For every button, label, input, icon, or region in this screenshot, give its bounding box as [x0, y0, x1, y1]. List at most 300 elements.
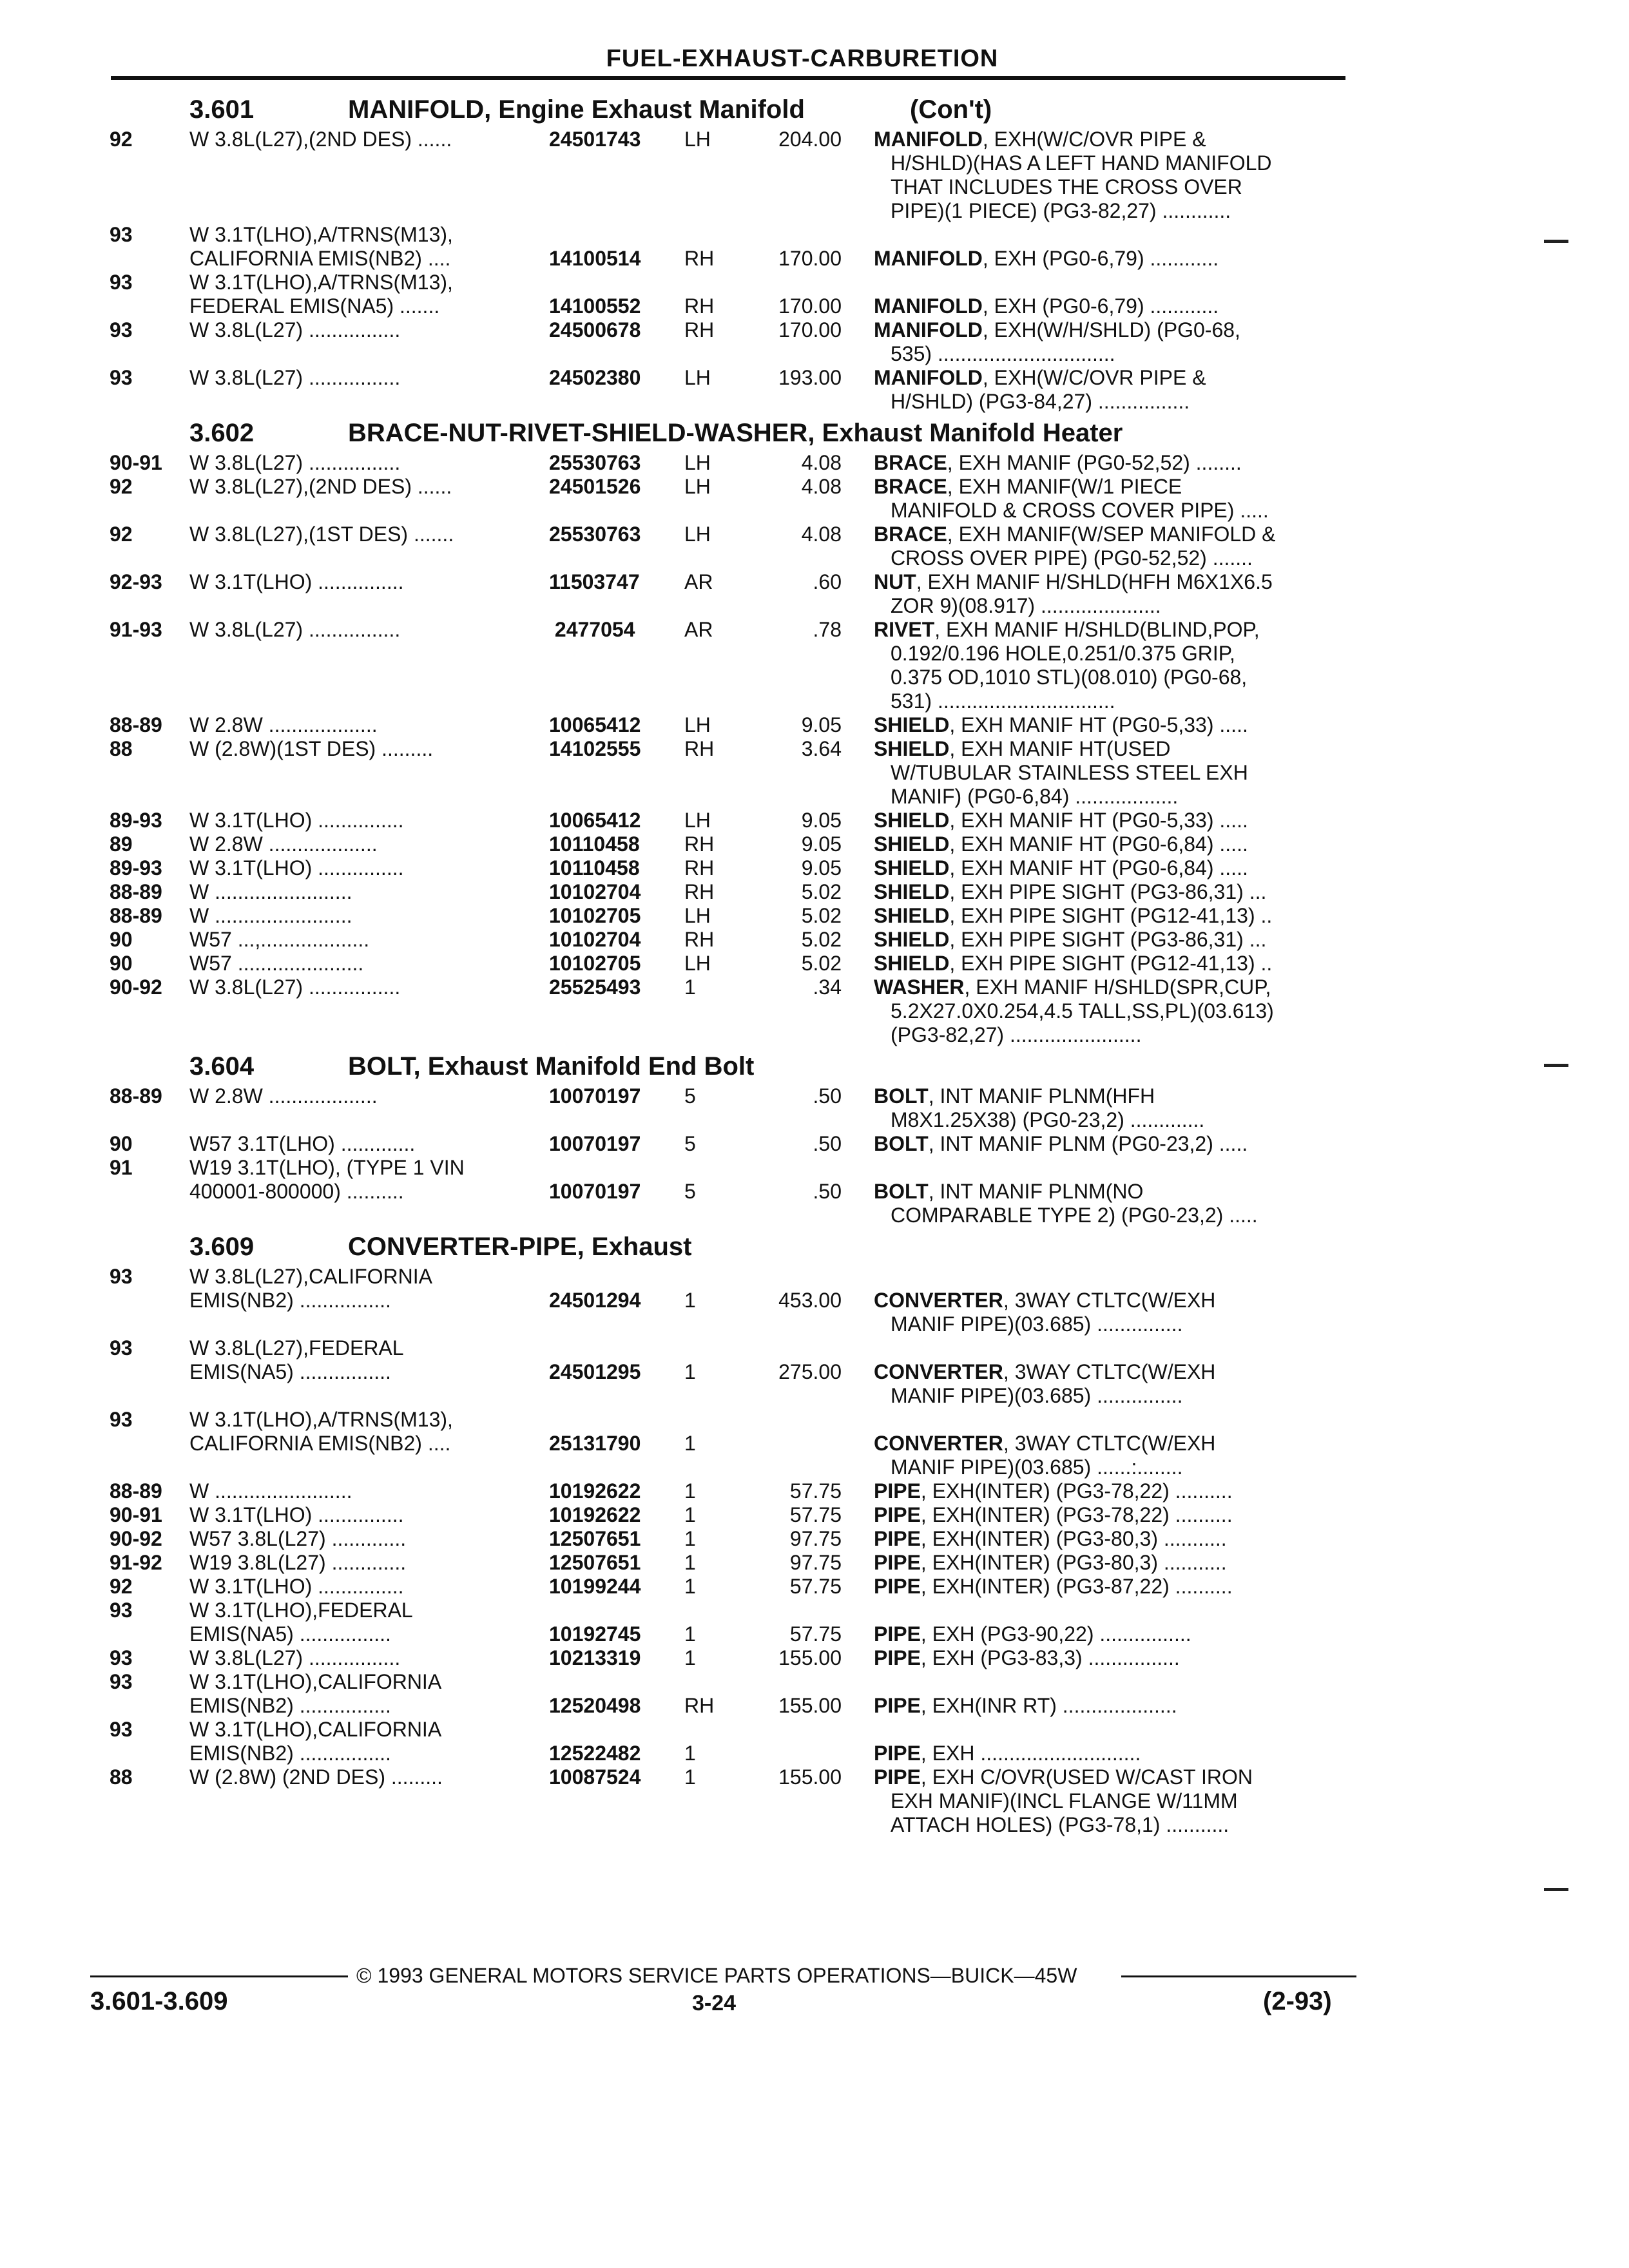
price: 9.05	[801, 856, 842, 879]
quantity: RH	[684, 1694, 715, 1717]
model-year: 92	[110, 475, 133, 498]
description-noun: BOLT	[874, 1132, 929, 1155]
description-text: , EXH MANIF(W/SEP MANIFOLD &	[947, 523, 1276, 546]
application: 400001-800000) ..........	[189, 1180, 404, 1203]
description-text: , EXH PIPE SIGHT (PG12-41,13) ..	[949, 952, 1273, 975]
description-noun: SHIELD	[874, 880, 950, 903]
part-number: 14100552	[549, 294, 641, 318]
part-number: 10102705	[549, 904, 641, 927]
part-number: 10199244	[549, 1575, 641, 1598]
description	[874, 247, 1219, 271]
description-continued: MANIFOLD & CROSS COVER PIPE) .....	[891, 499, 1269, 522]
part-number: 10070197	[549, 1180, 641, 1203]
part-entry	[0, 271, 1629, 318]
price: .50	[813, 1132, 842, 1155]
footer-date: (2-93)	[1263, 1987, 1332, 2015]
description-text: , EXH(INTER) (PG3-80,3) ...........	[920, 1551, 1227, 1574]
margin-tick	[1544, 1888, 1568, 1891]
section-number: 3.609	[189, 1233, 255, 1261]
part-number: 10213319	[549, 1646, 641, 1669]
application: W 3.1T(LHO),A/TRNS(M13),	[189, 271, 453, 294]
part-entry	[0, 1670, 1629, 1718]
model-year: 93	[110, 271, 133, 294]
model-year: 91	[110, 1156, 133, 1179]
description-noun: SHIELD	[874, 737, 950, 760]
price: 57.75	[789, 1479, 842, 1503]
part-number: 25525493	[549, 975, 641, 999]
price: 57.75	[789, 1575, 842, 1598]
footer-rule-right	[1121, 1975, 1356, 1977]
price: 5.02	[801, 880, 842, 903]
part-number: 10102705	[549, 952, 641, 975]
parts-listing	[0, 90, 1629, 1837]
section-name: MANIFOLD, Engine Exhaust Manifold	[348, 95, 805, 124]
part-number: 25530763	[549, 451, 641, 474]
quantity: 1	[684, 1622, 696, 1646]
price: 4.08	[801, 451, 842, 474]
description-continued: 535) ...............................	[891, 342, 1115, 365]
model-year: 90-91	[110, 1503, 162, 1526]
model-year: 90	[110, 1132, 133, 1155]
part-entry	[0, 1479, 1629, 1503]
section-title	[0, 414, 1629, 451]
quantity: 1	[684, 1742, 696, 1765]
quantity: 1	[684, 1479, 696, 1503]
description-text: , EXH PIPE SIGHT (PG12-41,13) ..	[949, 904, 1273, 927]
model-year: 90-92	[110, 1527, 162, 1550]
description	[874, 1289, 1215, 1312]
margin-tick	[1544, 240, 1568, 243]
model-year: 92	[110, 523, 133, 546]
part-number: 2477054	[549, 618, 635, 641]
application: EMIS(NA5) ................	[189, 1622, 391, 1646]
quantity: AR	[684, 618, 713, 641]
model-year: 90-91	[110, 451, 162, 474]
model-year: 89-93	[110, 809, 162, 832]
section-name: CONVERTER-PIPE, Exhaust	[348, 1233, 692, 1261]
model-year: 88	[110, 737, 133, 760]
description-noun: PIPE	[874, 1622, 921, 1646]
description	[874, 1360, 1215, 1384]
price: 4.08	[801, 523, 842, 546]
description-text: , EXH MANIF (PG0-52,52) ........	[947, 451, 1242, 474]
description-text: , INT MANIF PLNM (PG0-23,2) .....	[928, 1132, 1248, 1155]
quantity: AR	[684, 570, 713, 593]
application: W 3.8L(L27) ................	[189, 366, 401, 389]
description	[874, 1575, 1233, 1599]
description	[874, 618, 1260, 642]
part-number: 14100514	[549, 247, 641, 270]
part-number: 25530763	[549, 523, 641, 546]
part-number: 10110458	[549, 856, 640, 879]
description-text: , EXH (PG3-83,3) ................	[920, 1646, 1180, 1669]
model-year: 89	[110, 832, 133, 856]
model-year: 93	[110, 318, 133, 341]
model-year: 93	[110, 1265, 133, 1288]
part-entry	[0, 618, 1629, 713]
part-number: 24500678	[549, 318, 641, 341]
description	[874, 451, 1242, 475]
part-number: 10192745	[549, 1622, 641, 1646]
description-text: , EXH C/OVR(USED W/CAST IRON	[920, 1765, 1253, 1789]
price: .60	[813, 570, 842, 593]
quantity: LH	[684, 523, 711, 546]
model-year: 92	[110, 128, 133, 151]
footer-copyright: © 1993 GENERAL MOTORS SERVICE PARTS OPERATIONS—BUICK—45W	[356, 1964, 1077, 1987]
quantity: 5	[684, 1180, 696, 1203]
description	[874, 1694, 1177, 1718]
application: W 3.8L(L27),(2ND DES) ......	[189, 128, 452, 151]
description-noun: BRACE	[874, 523, 947, 546]
quantity: 1	[684, 1527, 696, 1550]
quantity: LH	[684, 713, 711, 736]
part-entry	[0, 1265, 1629, 1336]
description	[874, 1132, 1248, 1156]
quantity: LH	[684, 475, 711, 498]
application: W 3.8L(L27) ................	[189, 451, 401, 474]
part-entry	[0, 713, 1629, 737]
part-number: 10192622	[549, 1479, 641, 1503]
price: 155.00	[778, 1694, 842, 1717]
description-noun: PIPE	[874, 1527, 921, 1550]
application: W 3.1T(LHO) ...............	[189, 856, 404, 879]
application: EMIS(NB2) ................	[189, 1742, 391, 1765]
description-text: , EXH (PG0-6,79) ............	[982, 294, 1219, 318]
description-continued: H/SHLD) (PG3-84,27) ................	[891, 390, 1190, 413]
application: W ........................	[189, 904, 352, 927]
application: W57 ...,...................	[189, 928, 370, 951]
description-continued: PIPE)(1 PIECE) (PG3-82,27) ............	[891, 199, 1231, 222]
model-year: 88	[110, 1765, 133, 1789]
price: .78	[813, 618, 842, 641]
description	[874, 1765, 1253, 1789]
description-continued: (PG3-82,27) .......................	[891, 1023, 1142, 1046]
description-continued: ZOR 9)(08.917) .....................	[891, 594, 1161, 617]
model-year: 93	[110, 366, 133, 389]
part-entry	[0, 1575, 1629, 1599]
description-noun: PIPE	[874, 1575, 921, 1598]
price: .34	[813, 975, 842, 999]
application: FEDERAL EMIS(NA5) .......	[189, 294, 440, 318]
description-noun: SHIELD	[874, 928, 950, 951]
application: W 2.8W ...................	[189, 713, 378, 736]
description-text: , 3WAY CTLTC(W/EXH	[1003, 1289, 1216, 1312]
quantity: 1	[684, 1575, 696, 1598]
application: CALIFORNIA EMIS(NB2) ....	[189, 247, 451, 270]
quantity: 5	[684, 1084, 696, 1108]
description	[874, 294, 1219, 318]
description	[874, 1646, 1180, 1670]
model-year: 93	[110, 1670, 133, 1693]
description-text: , EXH(INTER) (PG3-78,22) ..........	[920, 1479, 1233, 1503]
model-year: 89-93	[110, 856, 162, 879]
application: W 3.8L(L27),(2ND DES) ......	[189, 475, 452, 498]
price: 204.00	[778, 128, 842, 151]
model-year: 88-89	[110, 1084, 162, 1108]
application: W 3.8L(L27),FEDERAL	[189, 1336, 404, 1360]
model-year: 88-89	[110, 713, 162, 736]
description-text: , EXH(INR RT) ....................	[920, 1694, 1177, 1717]
description	[874, 952, 1272, 975]
description-text: , EXH PIPE SIGHT (PG3-86,31) ...	[949, 928, 1267, 951]
description-text: , EXH MANIF H/SHLD(HFH M6X1X6.5	[916, 570, 1273, 593]
price: 3.64	[801, 737, 842, 760]
part-entry	[0, 1527, 1629, 1551]
part-entry	[0, 928, 1629, 952]
quantity: LH	[684, 904, 711, 927]
description-text: , EXH MANIF HT (PG0-5,33) .....	[949, 713, 1248, 736]
section-name: BRACE-NUT-RIVET-SHIELD-WASHER, Exhaust Manifold Heater	[348, 419, 1123, 447]
part-entry	[0, 1084, 1629, 1132]
part-number: 10110458	[549, 832, 640, 856]
price: 97.75	[789, 1551, 842, 1574]
description-text: , EXH PIPE SIGHT (PG3-86,31) ...	[949, 880, 1267, 903]
price: 57.75	[789, 1503, 842, 1526]
quantity: 1	[684, 1503, 696, 1526]
part-entry	[0, 975, 1629, 1047]
part-number: 12520498	[549, 1694, 641, 1717]
application: W57 ......................	[189, 952, 364, 975]
description-text: , 3WAY CTLTC(W/EXH	[1003, 1432, 1216, 1455]
application: W 3.1T(LHO),A/TRNS(M13),	[189, 1408, 453, 1431]
model-year: 93	[110, 1408, 133, 1431]
description	[874, 713, 1248, 737]
part-number: 10065412	[549, 809, 641, 832]
description-text: , EXH MANIF HT (PG0-5,33) .....	[949, 809, 1248, 832]
header-rule	[111, 76, 1345, 80]
description-noun: PIPE	[874, 1742, 921, 1765]
description	[874, 809, 1248, 832]
description-text: , INT MANIF PLNM(NO	[928, 1180, 1144, 1203]
quantity: LH	[684, 809, 711, 832]
description-text: , EXH(W/H/SHLD) (PG0-68,	[982, 318, 1240, 341]
section-number: 3.602	[189, 419, 255, 447]
description-text: , EXH MANIF HT(USED	[949, 737, 1171, 760]
description-noun: PIPE	[874, 1503, 921, 1526]
quantity: RH	[684, 856, 715, 879]
description-text: , EXH(INTER) (PG3-87,22) ..........	[920, 1575, 1233, 1598]
part-number: 24502380	[549, 366, 641, 389]
description-noun: SHIELD	[874, 952, 950, 975]
quantity: LH	[684, 952, 711, 975]
price: 155.00	[778, 1765, 842, 1789]
description	[874, 475, 1182, 499]
description-noun: PIPE	[874, 1694, 921, 1717]
application: W 3.8L(L27) ................	[189, 1646, 401, 1669]
part-entry	[0, 904, 1629, 928]
section-title	[0, 90, 1629, 128]
quantity: 1	[684, 1360, 696, 1383]
quantity: 5	[684, 1132, 696, 1155]
description-noun: MANIFOLD	[874, 294, 983, 318]
section-continued: (Con't)	[910, 95, 992, 124]
part-number: 10070197	[549, 1132, 641, 1155]
description	[874, 928, 1266, 952]
description-noun: BRACE	[874, 475, 947, 498]
description-noun: BOLT	[874, 1084, 929, 1108]
description-continued: 531) ...............................	[891, 689, 1115, 713]
description-noun: MANIFOLD	[874, 128, 983, 151]
description	[874, 737, 1170, 761]
part-entry	[0, 1646, 1629, 1670]
quantity: 1	[684, 1432, 696, 1455]
description-continued: MANIF) (PG0-6,84) ..................	[891, 785, 1179, 808]
description-text: , EXH MANIF H/SHLD(BLIND,POP,	[934, 618, 1260, 641]
description-noun: BRACE	[874, 451, 947, 474]
description-continued: EXH MANIF)(INCL FLANGE W/11MM	[891, 1789, 1238, 1812]
description-continued: COMPARABLE TYPE 2) (PG0-23,2) .....	[891, 1204, 1258, 1227]
part-number: 10065412	[549, 713, 641, 736]
description-noun: SHIELD	[874, 809, 950, 832]
description-text: , EXH MANIF(W/1 PIECE	[947, 475, 1182, 498]
description-noun: BOLT	[874, 1180, 929, 1203]
part-number: 10102704	[549, 880, 641, 903]
part-number: 25131790	[549, 1432, 641, 1455]
application: W 3.1T(LHO),A/TRNS(M13),	[189, 223, 453, 246]
description	[874, 1180, 1143, 1204]
description-text: , EXH(INTER) (PG3-80,3) ...........	[920, 1527, 1227, 1550]
application: W 3.8L(L27),(1ST DES) .......	[189, 523, 454, 546]
quantity: RH	[684, 832, 715, 856]
page-header-title: FUEL-EXHAUST-CARBURETION	[606, 45, 999, 72]
section-title	[0, 1227, 1629, 1265]
part-number: 12507651	[549, 1527, 641, 1550]
model-year: 93	[110, 223, 133, 246]
quantity: 1	[684, 975, 696, 999]
part-number: 11503747	[549, 570, 640, 593]
part-number: 24501526	[549, 475, 641, 498]
application: W (2.8W) (2ND DES) .........	[189, 1765, 443, 1789]
application: W (2.8W)(1ST DES) .........	[189, 737, 434, 760]
section-name: BOLT, Exhaust Manifold End Bolt	[348, 1052, 755, 1081]
quantity: RH	[684, 294, 715, 318]
price: 5.02	[801, 928, 842, 951]
quantity: RH	[684, 928, 715, 951]
description-continued: THAT INCLUDES THE CROSS OVER	[891, 175, 1242, 198]
part-entry	[0, 523, 1629, 570]
description	[874, 366, 1206, 390]
section-number: 3.601	[189, 95, 255, 124]
description	[874, 1503, 1233, 1527]
part-number: 10102704	[549, 928, 641, 951]
description	[874, 1551, 1227, 1575]
price: 4.08	[801, 475, 842, 498]
footer-section-range: 3.601-3.609	[90, 1987, 228, 2015]
part-entry	[0, 570, 1629, 618]
part-entry	[0, 366, 1629, 414]
quantity: RH	[684, 318, 715, 341]
application: W 3.8L(L27) ................	[189, 318, 401, 341]
quantity: LH	[684, 451, 711, 474]
description-continued: MANIF PIPE)(03.685) ...............	[891, 1384, 1183, 1407]
description	[874, 1622, 1191, 1646]
application: W 3.1T(LHO) ...............	[189, 1503, 404, 1526]
description	[874, 856, 1248, 880]
price: 9.05	[801, 713, 842, 736]
price: 193.00	[778, 366, 842, 389]
description-text: , 3WAY CTLTC(W/EXH	[1003, 1360, 1216, 1383]
description-noun: SHIELD	[874, 904, 950, 927]
description	[874, 1527, 1227, 1551]
model-year: 90	[110, 952, 133, 975]
price: 170.00	[778, 294, 842, 318]
part-entry	[0, 952, 1629, 975]
description-noun: SHIELD	[874, 832, 950, 856]
application: W ........................	[189, 1479, 352, 1503]
part-entry	[0, 451, 1629, 475]
description-text: , EXH MANIF H/SHLD(SPR,CUP,	[964, 975, 1271, 999]
part-entry	[0, 318, 1629, 366]
part-entry	[0, 1551, 1629, 1575]
footer-page-number: 3-24	[692, 1991, 737, 2015]
description-noun: PIPE	[874, 1551, 921, 1574]
description	[874, 523, 1275, 546]
description-continued: MANIF PIPE)(03.685) ......:........	[891, 1456, 1183, 1479]
model-year: 91-92	[110, 1551, 162, 1574]
application: W 3.1T(LHO) ...............	[189, 570, 404, 593]
model-year: 88-89	[110, 904, 162, 927]
description-text: , EXH MANIF HT (PG0-6,84) .....	[949, 856, 1248, 879]
quantity: LH	[684, 128, 711, 151]
price: .50	[813, 1084, 842, 1108]
price: 9.05	[801, 832, 842, 856]
description-noun: CONVERTER	[874, 1432, 1003, 1455]
application: W 3.8L(L27) ................	[189, 975, 401, 999]
quantity: 1	[684, 1765, 696, 1789]
model-year: 93	[110, 1718, 133, 1741]
part-entry	[0, 1765, 1629, 1837]
description-noun: MANIFOLD	[874, 318, 983, 341]
model-year: 93	[110, 1646, 133, 1669]
part-entry	[0, 1408, 1629, 1479]
model-year: 88-89	[110, 880, 162, 903]
section-title	[0, 1047, 1629, 1084]
description-continued: MANIF PIPE)(03.685) ...............	[891, 1312, 1183, 1336]
description-noun: SHIELD	[874, 713, 950, 736]
application: W19 3.1T(LHO), (TYPE 1 VIN	[189, 1156, 465, 1179]
application: CALIFORNIA EMIS(NB2) ....	[189, 1432, 451, 1455]
part-number: 12507651	[549, 1551, 641, 1574]
part-number: 24501294	[549, 1289, 641, 1312]
application: W ........................	[189, 880, 352, 903]
description-continued: 5.2X27.0X0.254,4.5 TALL,SS,PL)(03.613)	[891, 999, 1274, 1023]
application: EMIS(NA5) ................	[189, 1360, 391, 1383]
part-entry	[0, 475, 1629, 523]
part-entry	[0, 223, 1629, 271]
description-continued: 0.192/0.196 HOLE,0.251/0.375 GRIP,	[891, 642, 1235, 665]
part-number: 12522482	[549, 1742, 641, 1765]
part-entry	[0, 832, 1629, 856]
part-entry	[0, 1718, 1629, 1765]
description	[874, 832, 1248, 856]
application: W 3.1T(LHO) ...............	[189, 809, 404, 832]
application: EMIS(NB2) ................	[189, 1289, 391, 1312]
application: W57 3.8L(L27) .............	[189, 1527, 407, 1550]
model-year: 92-93	[110, 570, 162, 593]
margin-tick	[1544, 1064, 1568, 1067]
part-number: 10192622	[549, 1503, 641, 1526]
part-entry	[0, 737, 1629, 809]
description-text: , EXH (PG0-6,79) ............	[982, 247, 1219, 270]
description	[874, 880, 1266, 904]
price: 5.02	[801, 904, 842, 927]
description	[874, 904, 1272, 928]
description-noun: RIVET	[874, 618, 935, 641]
price: 170.00	[778, 318, 842, 341]
description-text: , EXH(INTER) (PG3-78,22) ..........	[920, 1503, 1233, 1526]
description-noun: NUT	[874, 570, 916, 593]
part-number: 14102555	[549, 737, 641, 760]
